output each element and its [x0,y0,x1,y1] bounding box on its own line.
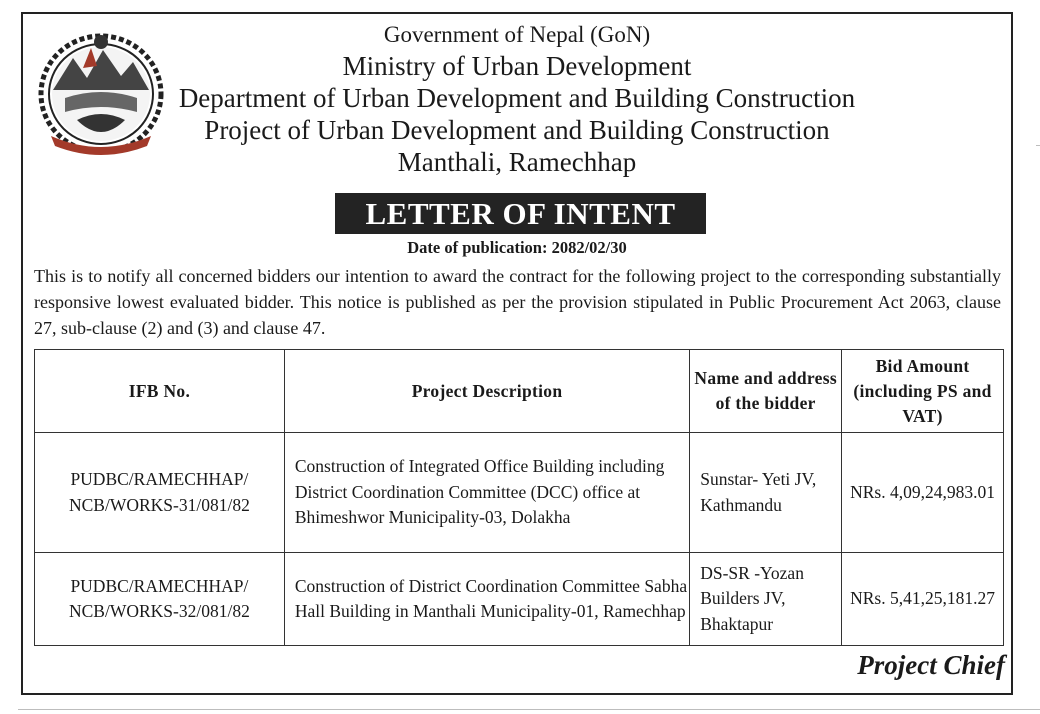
bid-table [34,349,1004,646]
notice-paragraph: This is to notify all concerned bidders our intention to award the contract for the following project to the corresponding substantially responsive lowest evaluated bidder. This notice is published as per the provision stipulated in Public Procurement Act 2063, clause 27, sub-clause (2) and (3) and clause 47. [34,266,1001,338]
table-header-row [35,350,1004,433]
ministry-name: Ministry of Urban Development [342,51,692,81]
letter-of-intent-title: LETTER OF INTENT [335,193,706,234]
notice-frame [21,12,1013,695]
project-chief-signature: Project Chief [857,650,1005,680]
cell-bidder: Sunstar- Yeti JV, Kathmandu [690,433,842,553]
project-name: Project of Urban Development and Building Construction [204,115,830,145]
government-name: Government of Nepal (GoN) [383,22,651,47]
publication-date: Date of publication: 2082/02/30 [407,238,627,257]
page-bottom-rule [18,709,1040,710]
table-row [35,433,1004,553]
header-description: Project Description [284,350,689,433]
page-edge-rule [1036,145,1040,146]
header-amount: Bid Amount (including PS and VAT) [842,350,1004,433]
cell-description: Construction of District Coordination Committee Sabha Hall Building in Manthali Municipality-01, Ramechhap [284,553,689,646]
cell-ifb: PUDBC/RAMECHHAP/ NCB/WORKS-31/081/82 [35,433,285,553]
header [23,20,1011,178]
cell-amount: NRs. 5,41,25,181.27 [842,553,1004,646]
table-row [35,553,1004,646]
cell-bidder: DS-SR -Yozan Builders JV, Bhaktapur [690,553,842,646]
header-bidder: Name and address of the bidder [690,350,842,433]
cell-description: Construction of Integrated Office Building including District Coordination Committee (DCC) office at Bhimeshwor Municipality-03, Dolakha [284,433,689,553]
cell-ifb: PUDBC/RAMECHHAP/ NCB/WORKS-32/081/82 [35,553,285,646]
department-name: Department of Urban Development and Building Construction [178,83,856,113]
office-location: Manthali, Ramechhap [397,147,637,177]
cell-amount: NRs. 4,09,24,983.01 [842,433,1004,553]
header-ifb: IFB No. [35,350,285,433]
